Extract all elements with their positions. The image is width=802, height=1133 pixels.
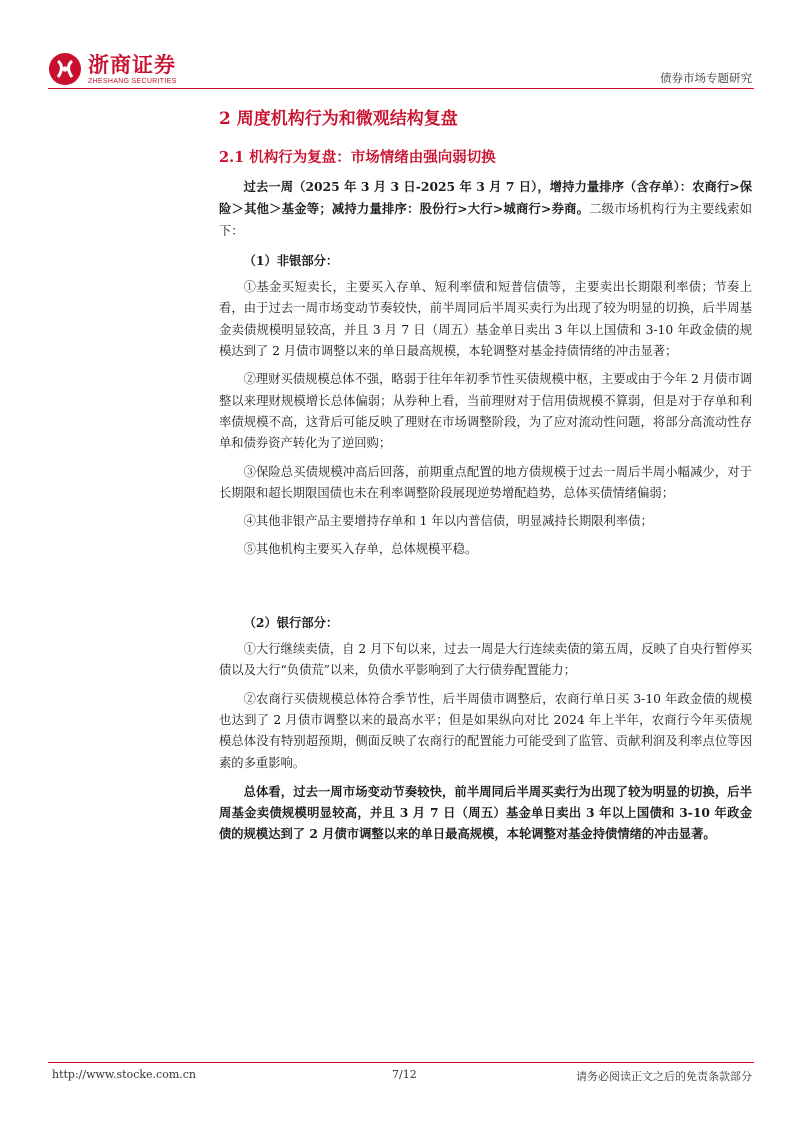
page-number: 7/12 xyxy=(392,1068,417,1081)
list-item: ②理财买债规模总体不强，略弱于往年年初季节性买债规模中枢，主要或由于今年 2 月债市调整以来理财规模增长总体偏弱；从券种上看，当前理财对于信用债规模不算弱，但是对于存单和利率债规模不高，这背后可能反映了理财在市场调整阶段，为了应对流动性问题，将部分高流动性存单和债券资产转化为了逆回购； xyxy=(219,372,752,451)
company-logo xyxy=(48,52,177,86)
summary-paragraph: 总体看，过去一周市场变动节奏较快，前半周同后半周买卖行为出现了较为明显的切换，后半周基金卖债规模明显较高，并且 3 月 7 日（周五）基金单日卖出 3 年以上国债和 3-10 年政金债的规模达到了 2 月债市调整以来的单日最高规模，本轮调整对基金持债情绪的冲击显著。 xyxy=(219,783,752,842)
footer-url[interactable]: http://www.stocke.com.cn xyxy=(52,1068,196,1081)
list-item: ④其他非银产品主要增持存单和 1 年以内普信债，明显减持长期限利率债； xyxy=(243,514,653,529)
logo-company-name: 浙商证券 xyxy=(88,52,176,77)
list-item: ③保险总买债规模冲高后回落，前期重点配置的地方债规模于过去一周后半周小幅减少，对于长期限和超长期限国债也未在利率调整阶段展现逆势增配趋势，总体买债情绪偏弱； xyxy=(219,464,752,500)
body-content xyxy=(219,176,752,845)
header-divider xyxy=(48,88,754,89)
list-item: ①大行继续卖债，自 2 月下旬以来，过去一周是大行连续卖债的第五周，反映了自央行暂停买债以及大行“负债荒”以来，负债水平影响到了大行债券配置能力； xyxy=(219,642,752,678)
subsection-heading: 2.1 机构行为复盘：市场情绪由强向弱切换 xyxy=(219,149,496,166)
list-item: ②农商行买债规模总体符合季节性，后半周债市调整后，农商行单日买 3-10 年政金债的规模也达到了 2 月债市调整以来的最高水平；但是如果纵向对比 2024 年上半年，农商行今年买债规模总体没有特别超预期，侧面反映了农商行的配置能力可能受到了监管、贡献利润及利率点位等因素的多重影响。 xyxy=(219,691,752,770)
intro-rest-text: 二级市场机构行为主要线索如下： xyxy=(219,202,752,238)
document-type: 债券市场专题研究 xyxy=(660,71,752,85)
bank-title: （2）银行部分： xyxy=(243,614,339,630)
list-item: ①基金买短卖长，主要买入存单、短利率债和短普信债等，主要卖出长期限利率债；节奏上看，由于过去一周市场变动节奏较快，前半周同后半周买卖行为出现了较为明显的切换，后半周基金卖债规模明显较高，并且 3 月 7 日（周五）基金单日卖出 3 年以上国债和 3-10 年政金债的规模达到了 2 月债市调整以来的单日最高规模，本轮调整对基金持债情绪的冲击显著； xyxy=(219,280,752,359)
nonbank-title: （1）非银部分： xyxy=(243,252,339,268)
section-heading: 2 周度机构行为和微观结构复盘 xyxy=(219,109,458,129)
logo-english-name: ZHESHANG SECURITIES xyxy=(88,77,177,85)
footer-disclaimer: 请务必阅读正文之后的免责条款部分 xyxy=(576,1070,752,1083)
intro-paragraph xyxy=(219,176,752,242)
logo-mark-icon xyxy=(48,52,82,86)
list-item: ⑤其他机构主要买入存单，总体规模平稳。 xyxy=(243,542,478,557)
footer-divider xyxy=(48,1062,754,1063)
intro-bold-text: 过去一周（2025 年 3 月 3 日-2025 年 3 月 7 日），增持力量排序（含存单）：农商行>保险＞其他＞基金等；减持力量排序：股份行>大行>城商行>券商。 xyxy=(219,179,752,217)
